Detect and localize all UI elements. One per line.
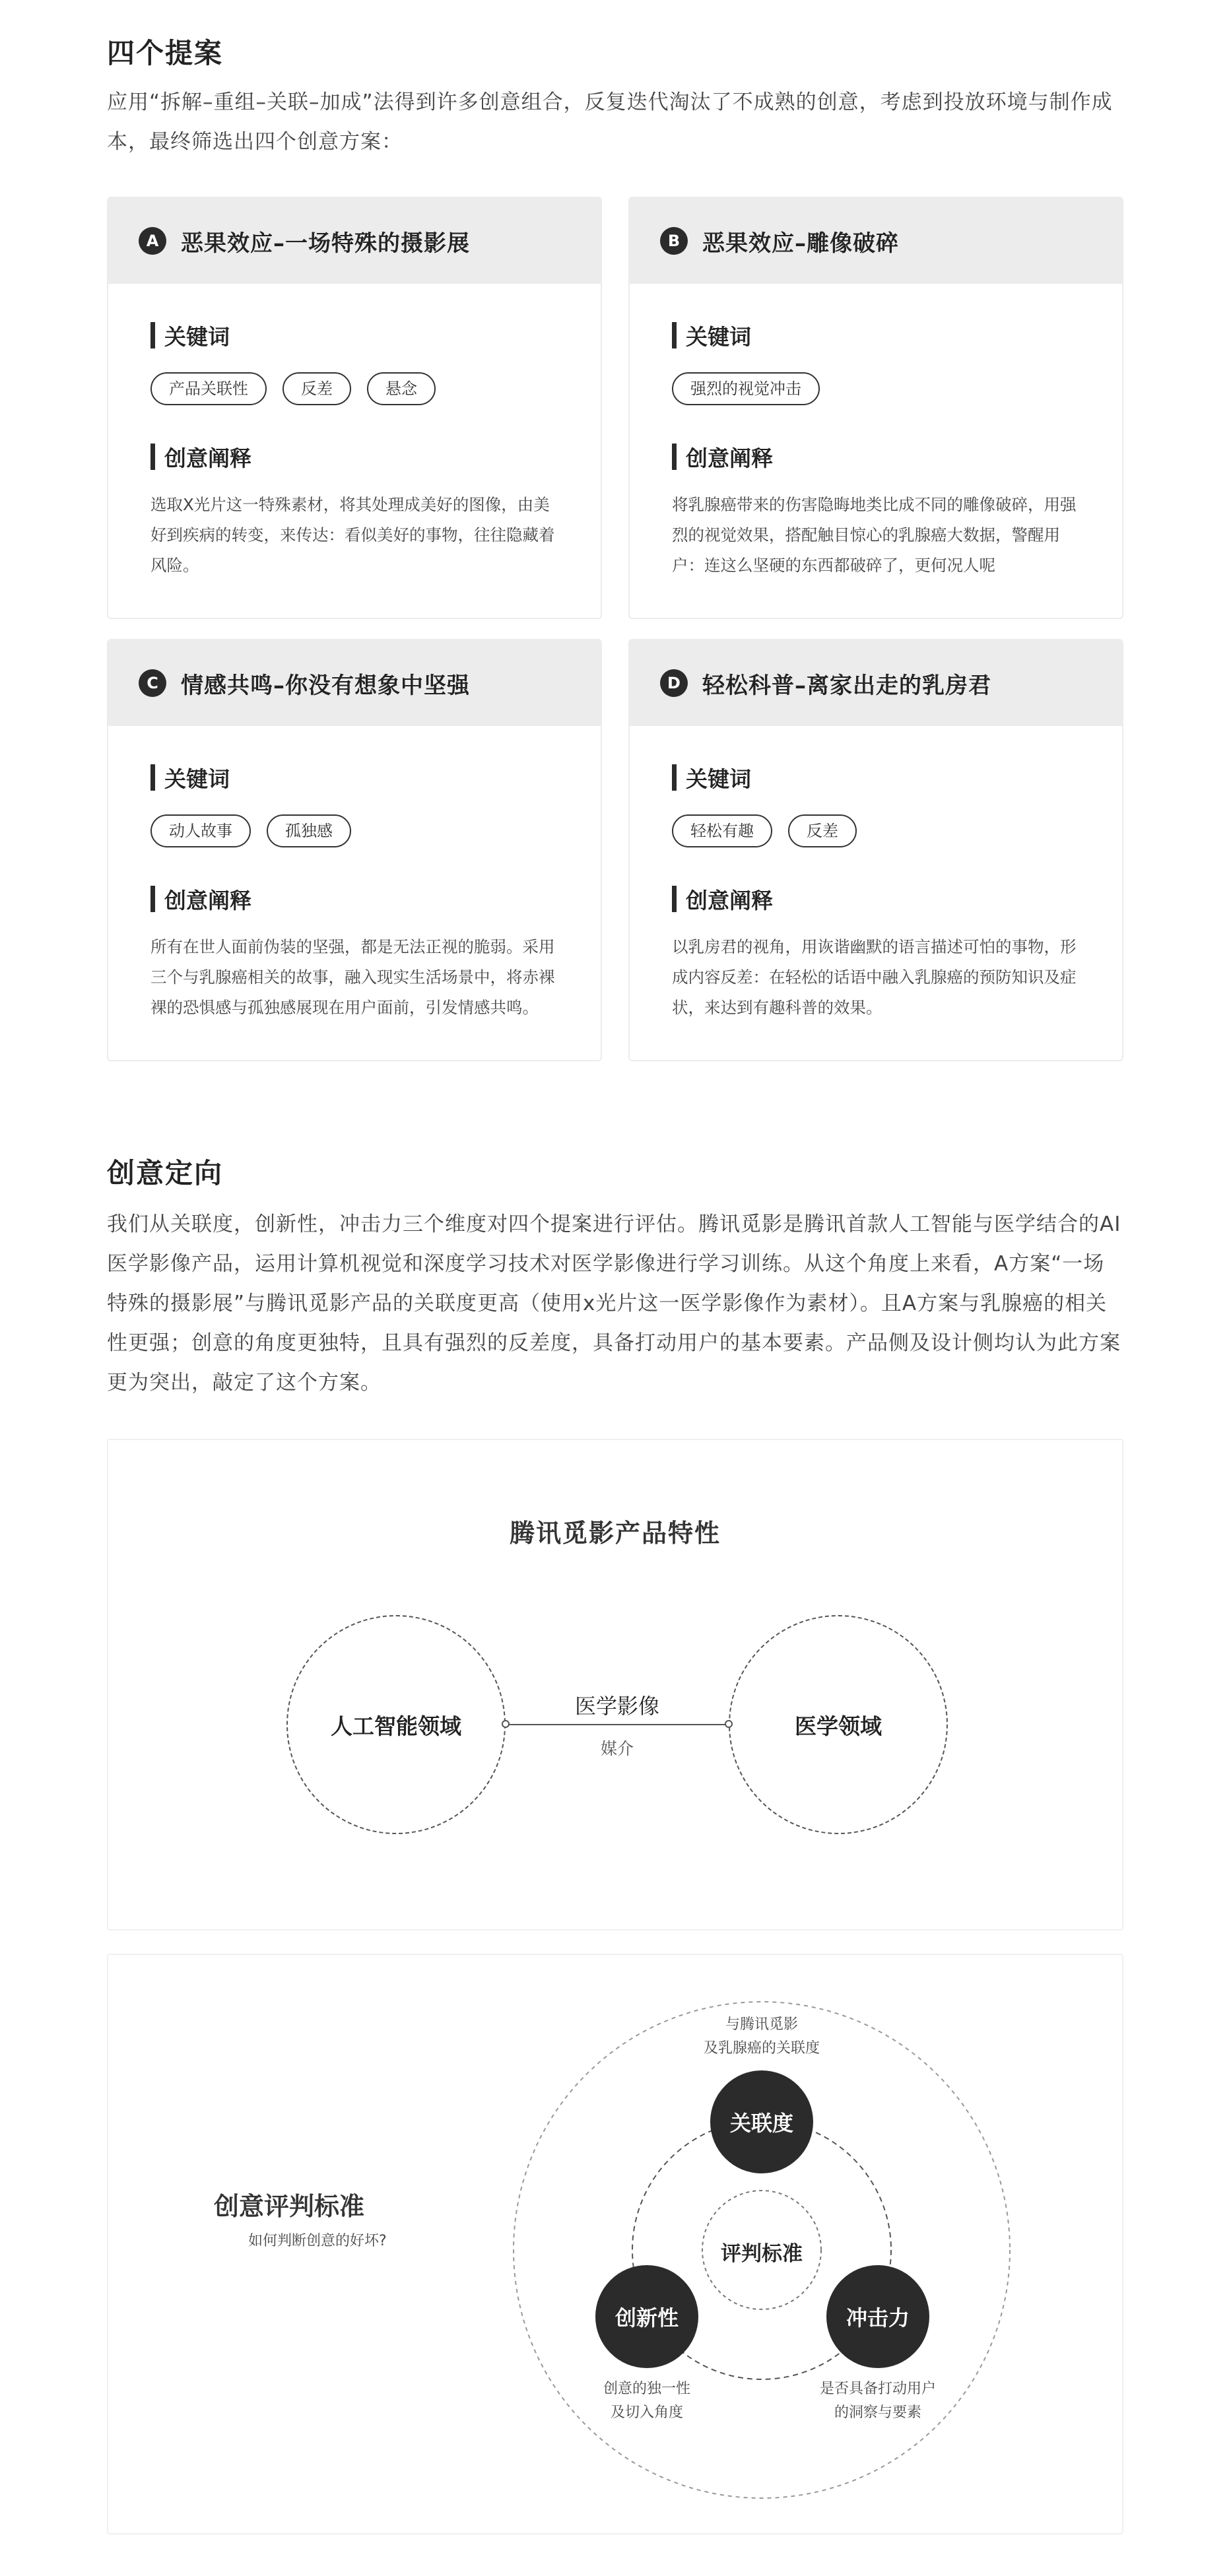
diagram-title: 腾讯觅影产品特性	[509, 1519, 721, 1548]
proposal-card-c	[107, 639, 602, 1061]
card-header	[108, 640, 601, 726]
connector-dot-left	[502, 1720, 510, 1728]
card-description: 选取X光片这一特殊素材，将其处理成美好的图像，由美好到疾病的转变，来传达：看似美好的事物，往往隐藏着风险。	[150, 495, 555, 575]
innovation-note-line1: 创意的独一性	[603, 2381, 690, 2397]
tag: 孤独感	[267, 814, 351, 847]
tag: 强烈的视觉冲击	[672, 372, 820, 405]
badge-a: A	[139, 227, 166, 255]
relevance-note-line2: 及乳腺癌的关联度	[703, 2040, 820, 2057]
card-title: 轻松科普–离家出走的乳房君	[702, 672, 991, 699]
keyword-tags	[672, 372, 1080, 405]
explain-heading: 创意阐释	[150, 886, 558, 912]
tag: 悬念	[367, 372, 436, 405]
keyword-heading: 关键词	[150, 764, 558, 791]
explain-heading: 创意阐释	[672, 886, 1080, 912]
medical-domain-circle: 医学领域	[729, 1615, 948, 1834]
criteria-rings	[108, 1955, 1125, 2536]
card-description: 所有在世人面前伪装的坚强，都是无法正视的脆弱。采用三个与乳腺癌相关的故事，融入现实生活场景中，将赤裸裸的恐惧感与孤独感展现在用户面前，引发情感共鸣。	[150, 937, 555, 1017]
card-title: 恶果效应–一场特殊的摄影展	[181, 230, 470, 257]
tag: 反差	[283, 372, 351, 405]
section-title-proposals: 四个提案	[107, 37, 224, 69]
keyword-tags	[150, 372, 558, 405]
criteria-center: 评判标准	[721, 2242, 803, 2266]
keyword-tags	[150, 814, 558, 847]
card-title: 恶果效应–雕像破碎	[702, 230, 899, 257]
link-sublabel: 媒介	[600, 1739, 634, 1758]
explain-heading: 创意阐释	[150, 444, 558, 470]
relevance-circle: 关联度	[710, 2070, 813, 2173]
keyword-heading: 关键词	[672, 764, 1080, 791]
badge-c: C	[139, 669, 166, 697]
proposal-card-a	[107, 197, 602, 619]
relevance-note-line1: 与腾讯觅影	[725, 2016, 798, 2033]
connector-dot-right	[725, 1720, 733, 1728]
proposals-intro: 应用“拆解–重组–关联–加成”法得到许多创意组合，反复迭代淘汰了不成熟的创意，考虑到投放环境与制作成本，最终筛选出四个创意方案：	[107, 90, 1113, 154]
keyword-tags	[672, 814, 1080, 847]
criteria-heading: 创意评判标准	[214, 2192, 365, 2221]
impact-circle: 冲击力	[826, 2265, 929, 2368]
tag: 轻松有趣	[672, 814, 772, 847]
card-header	[630, 198, 1122, 284]
keyword-heading: 关键词	[150, 322, 558, 348]
innovation-circle: 创新性	[595, 2265, 698, 2368]
product-feature-diagram	[107, 1439, 1123, 1931]
evaluation-criteria-diagram	[107, 1954, 1123, 2534]
badge-d: D	[660, 669, 688, 697]
impact-note-line2: 的洞察与要素	[834, 2404, 921, 2421]
section-title-direction: 创意定向	[107, 1157, 224, 1189]
tag: 产品关联性	[150, 372, 267, 405]
card-header	[108, 198, 601, 284]
keyword-heading: 关键词	[672, 322, 1080, 348]
card-description: 将乳腺癌带来的伤害隐晦地类比成不同的雕像破碎，用强烈的视觉效果，搭配触目惊心的乳腺癌大数据，警醒用户：连这么坚硬的东西都破碎了，更何况人呢	[672, 495, 1077, 575]
link-label: 医学影像	[574, 1694, 659, 1719]
explain-heading: 创意阐释	[672, 444, 1080, 470]
tag: 反差	[788, 814, 857, 847]
connector-line	[506, 1724, 729, 1725]
card-header	[630, 640, 1122, 726]
badge-b: B	[660, 227, 688, 255]
impact-note-line1: 是否具备打动用户	[819, 2381, 936, 2397]
proposal-card-b	[628, 197, 1123, 619]
ai-domain-circle: 人工智能领域	[286, 1615, 506, 1834]
innovation-note-line2: 及切入角度	[610, 2404, 683, 2421]
tag: 动人故事	[150, 814, 251, 847]
card-description: 以乳房君的视角，用诙谐幽默的语言描述可怕的事物，形成内容反差：在轻松的话语中融入乳腺癌的预防知识及症状，来达到有趣科普的效果。	[672, 937, 1077, 1017]
card-title: 情感共鸣–你没有想象中坚强	[181, 672, 470, 699]
direction-body: 我们从关联度，创新性，冲击力三个维度对四个提案进行评估。腾讯觅影是腾讯首款人工智能与医学结合的AI医学影像产品，运用计算机视觉和深度学习技术对医学影像进行学习训练。从这个角度上来看，A方案“一场特殊的摄影展”与腾讯觅影产品的关联度更高（使用x光片这一医学影像作为素材）。且A方案与乳腺癌的相关性更强；创意的角度更独特，且具有强烈的反差度，具备打动用户的基本要素。产品侧及设计侧均认为此方案更为突出，敲定了这个方案。	[107, 1212, 1121, 1395]
criteria-subheading: 如何判断创意的好坏?	[248, 2233, 387, 2249]
proposal-card-d	[628, 639, 1123, 1061]
